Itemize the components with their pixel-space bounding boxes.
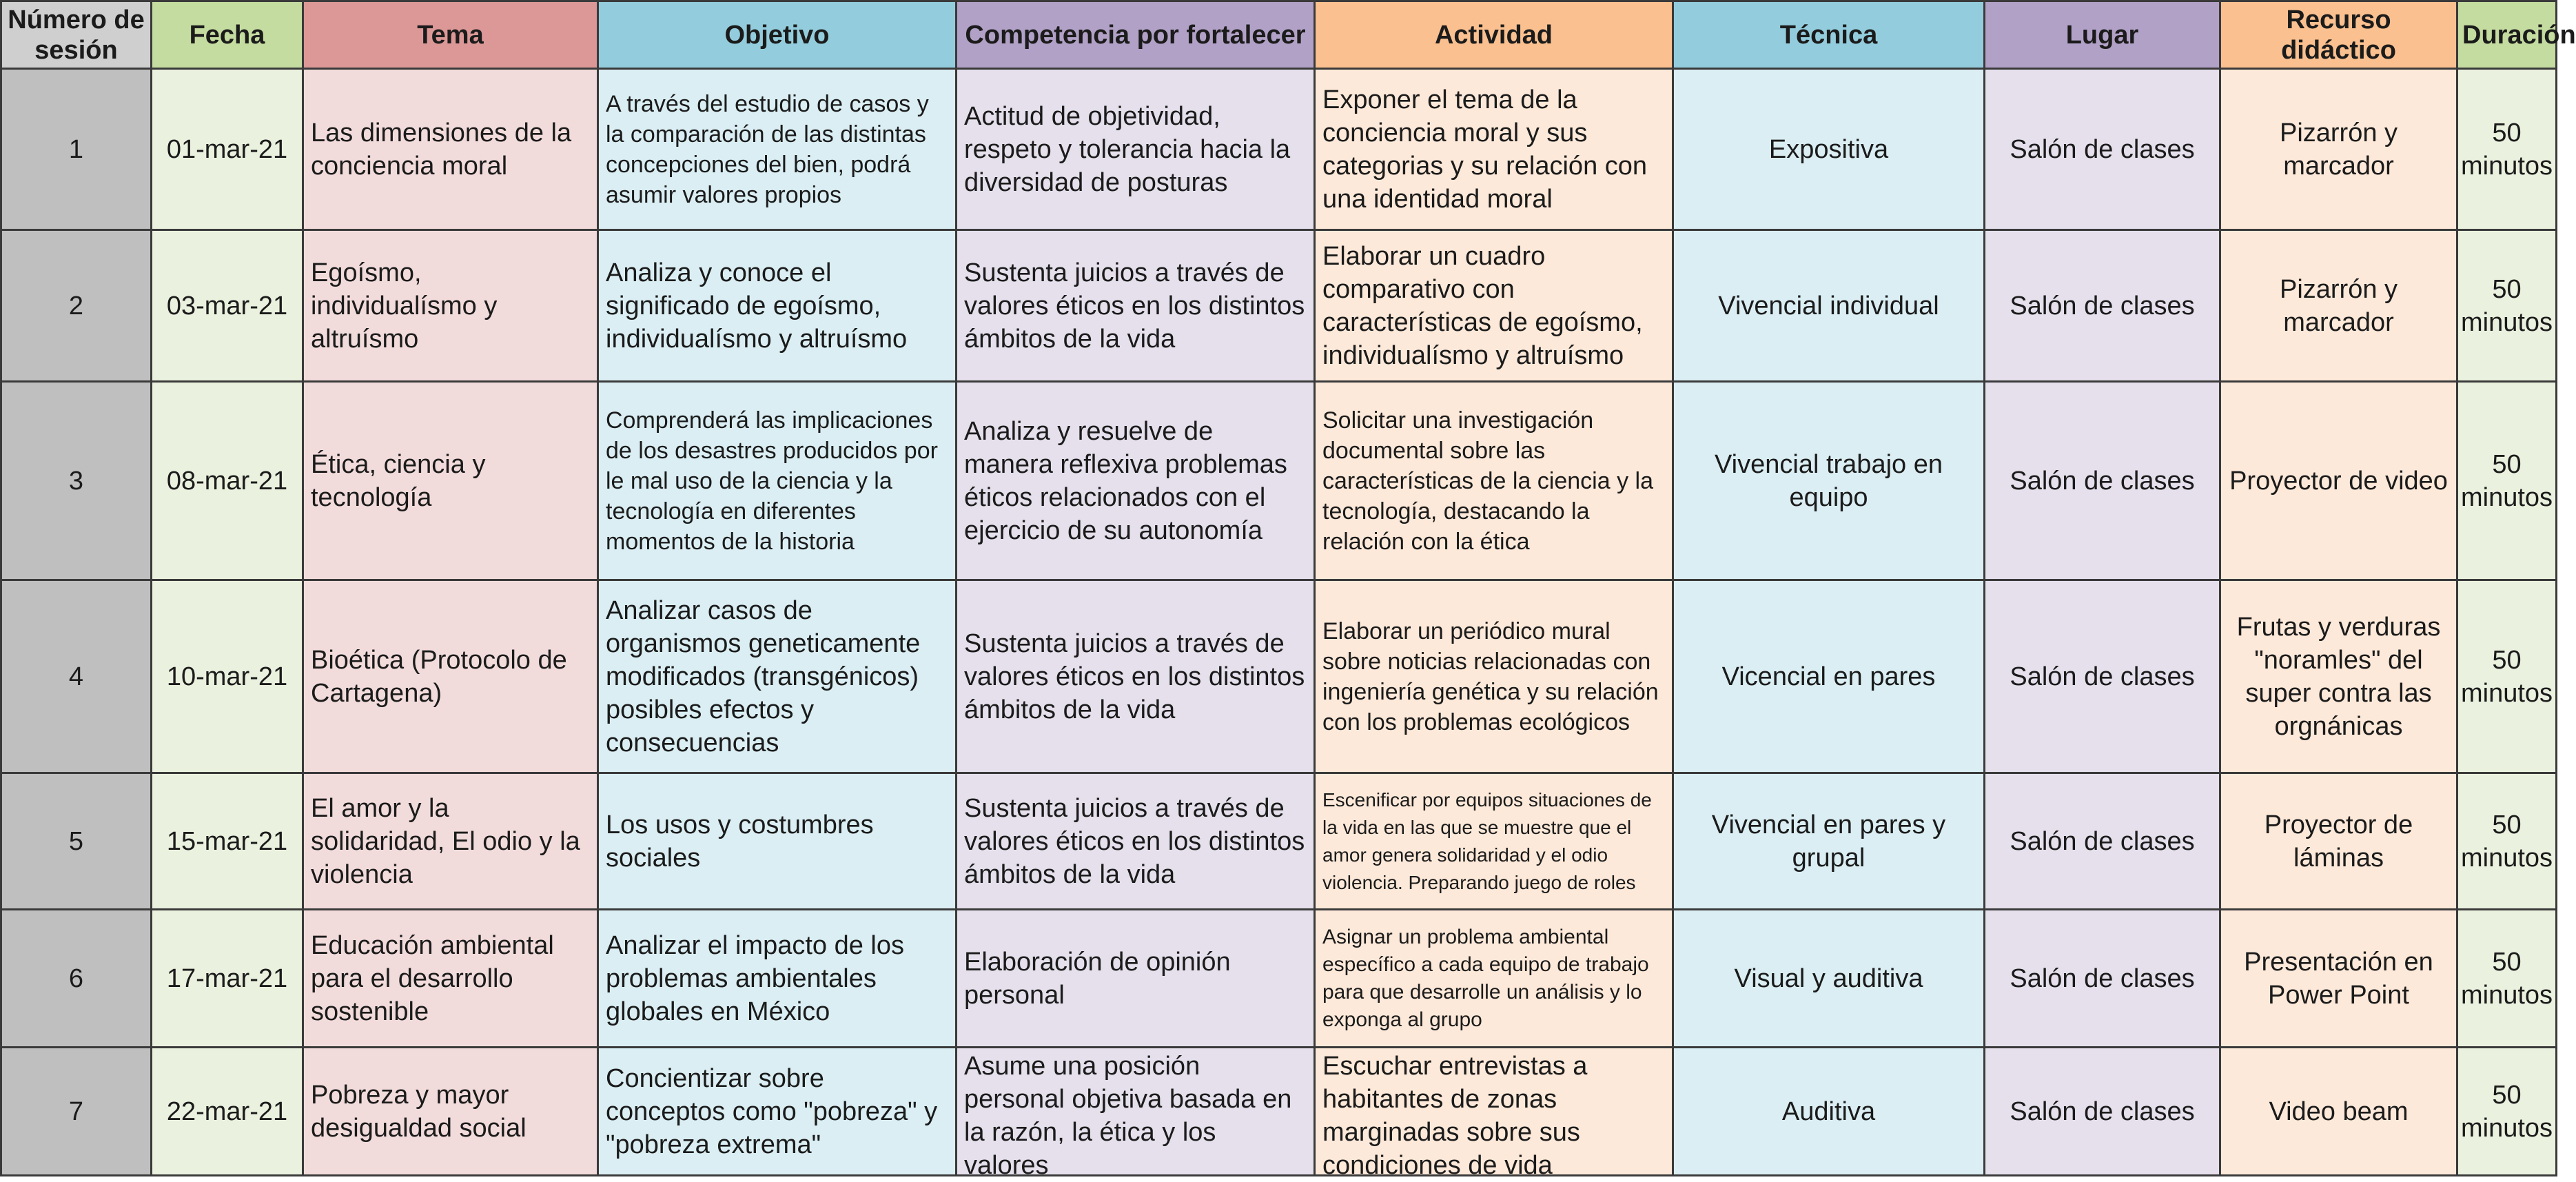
technique-cell: Vivencial en pares y grupal	[1673, 773, 1985, 910]
competency-cell: Sustenta juicios a través de valores éticos en los distintos ámbitos de la vida	[957, 230, 1315, 382]
topic-cell: Ética, ciencia y tecnología	[303, 382, 598, 580]
topic-cell: Egoísmo, individualísmo y altruísmo	[303, 230, 598, 382]
place-cell: Salón de clases	[1985, 910, 2220, 1048]
duration-cell: 50 minutos	[2457, 69, 2557, 230]
resource-cell: Video beam	[2220, 1048, 2457, 1176]
table-row	[1, 580, 2557, 773]
place-cell: Salón de clases	[1985, 230, 2220, 382]
session-number-cell: 1	[1, 69, 152, 230]
header-actividad: Actividad	[1315, 1, 1673, 69]
competency-cell: Actitud de objetividad, respeto y tolerancia hacia la diversidad de posturas	[957, 69, 1315, 230]
table-row	[1, 1048, 2557, 1176]
technique-cell: Vicencial en pares	[1673, 580, 1985, 773]
session-number-cell: 2	[1, 230, 152, 382]
header-objetivo: Objetivo	[598, 1, 957, 69]
header-recurso: Recurso didáctico	[2220, 1, 2457, 69]
competency-cell: Sustenta juicios a través de valores éticos en los distintos ámbitos de la vida	[957, 773, 1315, 910]
date-cell: 22-mar-21	[152, 1048, 303, 1176]
activity-text: Escuchar entrevistas a habitantes de zonas marginadas sobre sus condiciones de vida	[1322, 1051, 1588, 1180]
activity-cell: Exponer el tema de la conciencia moral y sus categorias y su relación con una identidad moral	[1315, 69, 1673, 230]
objective-cell: Analizar casos de organismos geneticamente modificados (transgénicos) posibles efectos y consecuencias	[598, 580, 957, 773]
duration-cell: 50 minutos	[2457, 382, 2557, 580]
activity-text: Escenificar por equipos situaciones de la vida en las que se muestre que el amor genera solidaridad y el odio violencia. Preparando juego de roles	[1322, 788, 1652, 893]
header-fecha: Fecha	[152, 1, 303, 69]
topic-cell: El amor y la solidaridad, El odio y la violencia	[303, 773, 598, 910]
activity-cell	[1315, 910, 1673, 1048]
date-cell: 10-mar-21	[152, 580, 303, 773]
competency-text: Asume una posición personal objetiva basada en la razón, la ética y los valores	[964, 1051, 1292, 1180]
session-number-cell: 7	[1, 1048, 152, 1176]
session-number-cell: 4	[1, 580, 152, 773]
technique-cell: Vivencial individual	[1673, 230, 1985, 382]
table-row	[1, 230, 2557, 382]
objective-cell: Los usos y costumbres sociales	[598, 773, 957, 910]
header-lugar: Lugar	[1985, 1, 2220, 69]
session-number-cell: 6	[1, 910, 152, 1048]
technique-cell: Vivencial trabajo en equipo	[1673, 382, 1985, 580]
objective-cell: Concientizar sobre conceptos como "pobreza" y "pobreza extrema"	[598, 1048, 957, 1176]
session-number-cell: 5	[1, 773, 152, 910]
resource-cell: Proyector de láminas	[2220, 773, 2457, 910]
place-cell: Salón de clases	[1985, 382, 2220, 580]
duration-cell: 50 minutos	[2457, 910, 2557, 1048]
competency-cell: Elaboración de opinión personal	[957, 910, 1315, 1048]
place-cell: Salón de clases	[1985, 773, 2220, 910]
activity-cell: Solicitar una investigación documental sobre las características de la ciencia y la tecnología, destacando la relación con la ética	[1315, 382, 1673, 580]
session-number-cell: 3	[1, 382, 152, 580]
header-competencia: Competencia por fortalecer	[957, 1, 1315, 69]
topic-cell: Bioética (Protocolo de Cartagena)	[303, 580, 598, 773]
competency-cell: Analiza y resuelve de manera reflexiva problemas éticos relacionados con el ejercicio de su autonomía	[957, 382, 1315, 580]
header-row	[1, 1, 2557, 69]
technique-cell: Expositiva	[1673, 69, 1985, 230]
resource-cell: Frutas y verduras "noramles" del super contra las orgnánicas	[2220, 580, 2457, 773]
activity-cell: Elaborar un periódico mural sobre noticias relacionadas con ingeniería genética y su relación con los problemas ecológicos	[1315, 580, 1673, 773]
technique-cell: Visual y auditiva	[1673, 910, 1985, 1048]
header-tema: Tema	[303, 1, 598, 69]
objective-cell: Analiza y conoce el significado de egoísmo, individualísmo y altruísmo	[598, 230, 957, 382]
activity-cell: Elaborar un cuadro comparativo con características de egoísmo, individualísmo y altruísmo	[1315, 230, 1673, 382]
competency-cell: Sustenta juicios a través de valores éticos en los distintos ámbitos de la vida	[957, 580, 1315, 773]
resource-cell: Pizarrón y marcador	[2220, 230, 2457, 382]
objective-cell: Analizar el impacto de los problemas ambientales globales en México	[598, 910, 957, 1048]
table-row	[1, 910, 2557, 1048]
header-tecnica: Técnica	[1673, 1, 1985, 69]
activity-cell	[1315, 1048, 1673, 1180]
resource-cell: Proyector de video	[2220, 382, 2457, 580]
place-cell: Salón de clases	[1985, 580, 2220, 773]
objective-cell: A través del estudio de casos y la comparación de las distintas concepciones del bien, podrá asumir valores propios	[598, 69, 957, 230]
duration-cell: 50 minutos	[2457, 1048, 2557, 1176]
date-cell: 15-mar-21	[152, 773, 303, 910]
activity-text: Asignar un problema ambiental específico a cada equipo de trabajo para que desarrolle un análisis y lo exponga al grupo	[1322, 925, 1649, 1031]
place-cell: Salón de clases	[1985, 69, 2220, 230]
duration-cell: 50 minutos	[2457, 773, 2557, 910]
topic-cell: Las dimensiones de la conciencia moral	[303, 69, 598, 230]
technique-cell: Auditiva	[1673, 1048, 1985, 1176]
date-cell: 17-mar-21	[152, 910, 303, 1048]
date-cell: 08-mar-21	[152, 382, 303, 580]
header-numero: Número de sesión	[1, 1, 152, 69]
topic-cell: Pobreza y mayor desigualdad social	[303, 1048, 598, 1176]
resource-cell: Presentación en Power Point	[2220, 910, 2457, 1048]
activity-cell	[1315, 773, 1673, 910]
table-row	[1, 382, 2557, 580]
resource-cell: Pizarrón y marcador	[2220, 69, 2457, 230]
date-cell: 03-mar-21	[152, 230, 303, 382]
place-cell: Salón de clases	[1985, 1048, 2220, 1176]
date-cell: 01-mar-21	[152, 69, 303, 230]
competency-cell	[957, 1048, 1315, 1180]
topic-cell: Educación ambiental para el desarrollo sostenible	[303, 910, 598, 1048]
objective-cell: Comprenderá las implicaciones de los desastres producidos por le mal uso de la ciencia y la tecnología en diferentes momentos de la historia	[598, 382, 957, 580]
header-duracion: Duración	[2457, 1, 2557, 69]
duration-cell: 50 minutos	[2457, 230, 2557, 382]
table-row	[1, 773, 2557, 910]
table-row	[1, 69, 2557, 230]
duration-cell: 50 minutos	[2457, 580, 2557, 773]
